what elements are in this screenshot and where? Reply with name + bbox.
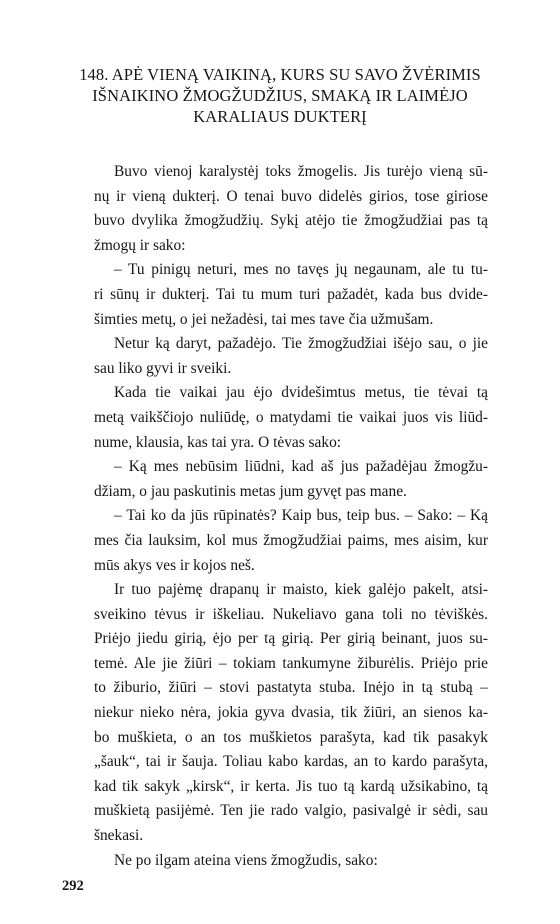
text-line: sveikino tėvus ir iškeliau. Nukeliavo gana toli no tėviškės.	[94, 605, 488, 623]
text-line: Priėjo jiedu girią, ėjo per tą girią. Per girią beinant, juos su-	[94, 630, 488, 648]
story-text	[94, 160, 488, 873]
text-line: Ne po ilgam ateina viens žmogžudis, sako:	[114, 851, 378, 869]
text-line: Ir tuo pajėmę drapanų ir maisto, kiek galėjo pakelt, atsi-	[114, 581, 488, 599]
text-line: niekur nieko nėra, jokia gyva dvasia, tik žiūri, an sienos ka-	[94, 704, 488, 722]
text-line: muškietą pasijėmė. Ten jie rado valgio, pasivalgė ir sėdi, sau	[94, 802, 488, 820]
text-line: žmogų ir sako:	[94, 236, 186, 254]
text-line: ri sūnų ir dukterį. Tai tu mum turi pažadėt, kada bus dvide-	[94, 285, 488, 303]
text-line: – Tai ko da jūs rūpinatės? Kaip bus, teip bus. – Sako: – Ką	[114, 507, 488, 525]
text-line: džiam, o jau paskutinis metas jum gyvęt pas mane.	[94, 482, 407, 500]
paragraph	[94, 381, 488, 455]
text-line: sau liko gyvi ir sveiki.	[94, 359, 232, 377]
paragraph	[94, 578, 488, 849]
text-line: to žiburio, žiūri – stovi pastatyta stuba. Inėjo in tą stubą –	[94, 679, 488, 697]
story-title	[60, 64, 500, 127]
text-line: metą vaikščiojo nuliūdę, o matydami tie vaikai juos vis liūd-	[94, 408, 488, 426]
text-line: bo muškieta, o an tos muškietos parašyta, kad tik pasakyk	[94, 728, 488, 746]
text-line: mes čia lauksim, kol mus žmogžudžiai paims, mes aisim, kur	[94, 531, 488, 549]
text-line: Buvo vienoj karalystėj toks žmogelis. Jis turėjo vieną sū-	[114, 163, 488, 180]
title-line: IŠNAIKINO ŽMOGŽUDŽIUS, SMAKĄ IR LAIMĖJO	[92, 86, 468, 105]
text-line: kad tik sakyk „kirsk“, ir kerta. Jis tuo tą kardą užsikabino, tą	[94, 777, 488, 795]
text-line: šnekasi.	[94, 827, 144, 845]
title-line: KARALIAUS DUKTERĮ	[193, 107, 367, 126]
paragraph	[94, 504, 488, 578]
text-line: Kada tie vaikai jau ėjo dvidešimtus metus, tie tėvai tą	[114, 384, 488, 402]
text-line: buvo dvylika žmogžudžių. Sykį atėjo tie žmogžudžiai pas tą	[94, 212, 488, 230]
paragraph	[94, 160, 488, 258]
title-line: 148. APĖ VIENĄ VAIKINĄ, KURS SU SAVO ŽVĖRIMIS	[79, 65, 481, 84]
paragraph	[94, 455, 488, 504]
text-line: „šauk“, tai ir šauja. Toliau kabo kardas, an to kardo parašyta,	[94, 753, 488, 771]
text-line: temė. Ale jie žiūri – tokiam tankumyne žiburėlis. Priėjo prie	[94, 654, 488, 672]
text-line: mūs akys ves ir kojos neš.	[94, 556, 255, 574]
text-line: nų ir vieną dukterį. O tenai buvo didelės girios, tose giriose	[94, 187, 488, 205]
paragraph	[94, 849, 488, 874]
paragraph	[94, 332, 488, 381]
text-line: nume, klausia, kas tai yra. O tėvas sako:	[94, 433, 342, 451]
text-line: šimties metų, o jei nežadėsi, tai mes tave čia užmušam.	[94, 310, 434, 328]
paragraph	[94, 258, 488, 332]
text-line: – Ką mes nebūsim liūdni, kad aš jus pažadėjau žmogžu-	[114, 458, 488, 476]
text-line: – Tu pinigų neturi, mes no tavęs jų negaunam, ale tu tu-	[114, 261, 488, 279]
page-number: 292	[62, 878, 84, 894]
text-line: Netur ką daryt, pažadėjo. Tie žmogžudžiai išėjo sau, o jie	[114, 335, 488, 353]
